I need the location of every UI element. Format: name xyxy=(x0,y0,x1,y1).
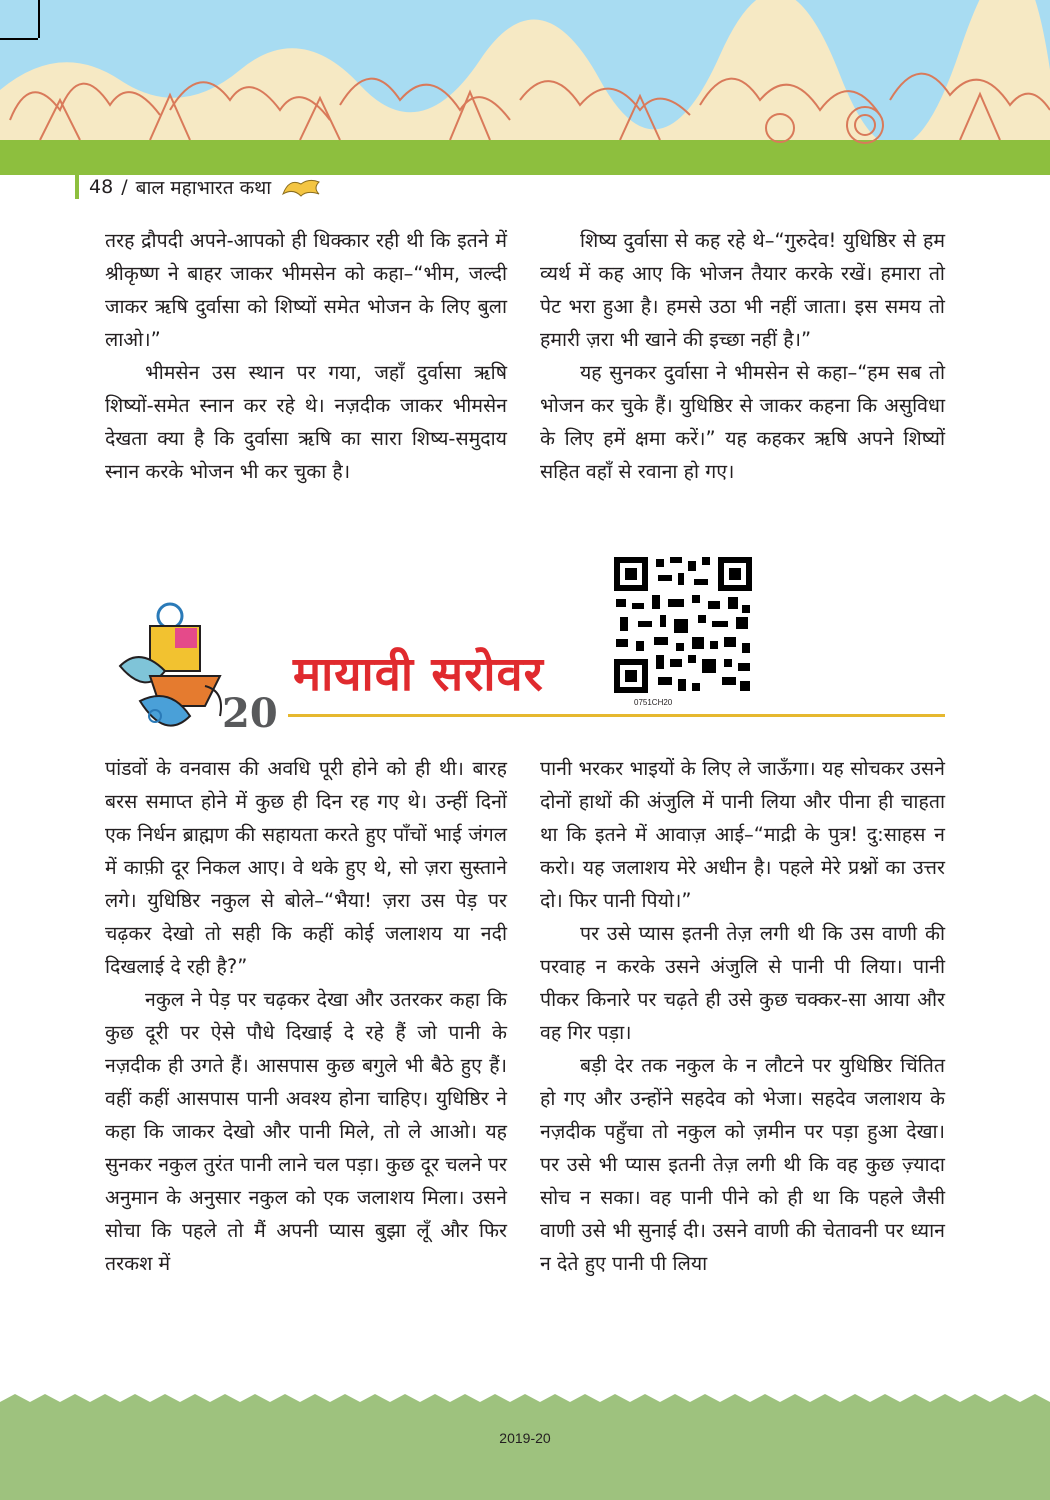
page-number: 48 xyxy=(89,176,114,198)
crop-mark xyxy=(38,0,40,38)
paragraph: तरह द्रौपदी अपने-आपको ही धिक्कार रही थी कि इतने में श्रीकृष्ण ने बाहर जाकर भीमसेन को कहा–“भीम, जल्दी जाकर ऋषि दुर्वासा को शिष्यों समेत भोजन के लिए बुला लाओ।” xyxy=(105,229,507,351)
paragraph: शिष्य दुर्वासा से कह रहे थे–“गुरुदेव! युधिष्ठिर से हम व्यर्थ में कह आए कि भोजन तैयार करके रखें। हमारा तो पेट भरा हुआ है। हमसे उठा भी नहीं जाता। इस समय तो हमारी ज़रा भी खाने की इच्छा नहीं है।” xyxy=(540,229,945,351)
bottom-right-column xyxy=(540,752,945,1280)
print-year: 2019-20 xyxy=(499,1430,551,1446)
running-header xyxy=(75,172,323,202)
book-title: बाल महाभारत कथा xyxy=(135,177,272,199)
paragraph: यह सुनकर दुर्वासा ने भीमसेन से कहा–“हम सब तो भोजन कर चुके हैं। युधिष्ठिर से जाकर कहना कि असुविधा के लिए हमें क्षमा करें।” यह कहकर ऋषि अपने शिष्यों सहित वहाँ से रवाना हो गए। xyxy=(540,361,945,483)
paragraph: पानी भरकर भाइयों के लिए ले जाऊँगा। यह सोचकर उसने दोनों हाथों की अंजुलि में पानी लिया और पीना ही चाहता था कि इतने में आवाज़ आई–“माद्री के पुत्र! दु:साहस न करो। यह जलाशय मेरे अधीन है। पहले मेरे प्रश्नों का उत्तर दो। फिर पानी पियो।” xyxy=(540,757,945,912)
top-banner-illustration xyxy=(0,0,1050,175)
chapter-emblem-illustration xyxy=(110,596,230,750)
top-right-column xyxy=(540,224,945,488)
paragraph: पांडवों के वनवास की अवधि पूरी होने को ही थी। बारह बरस समाप्त होने में कुछ ही दिन रह गए थे। उन्हीं दिनों एक निर्धन ब्राह्मण की सहायता करते हुए पाँचों भाई जंगल में काफ़ी दूर निकल आए। वे थके हुए थे, सो ज़रा सुस्ताने लगे। युधिष्ठिर नकुल से बोले–“भैया! ज़रा उस पेड़ पर चढ़कर देखो तो सही कि कहीं कोई जलाशय या नदी दिखलाई दे रही है?” xyxy=(105,757,507,978)
crop-mark xyxy=(0,38,38,40)
paragraph: बड़ी देर तक नकुल के न लौटने पर युधिष्ठिर चिंतित हो गए और उन्होंने सहदेव को भेजा। सहदेव जलाशय के नज़दीक पहुँचा तो नकुल को ज़मीन पर पड़ा हुआ देखा। पर उसे भी प्यास इतनी तेज़ लगी थी कि वह कुछ ज़्यादा सोच न सका। वह पानी पीने को ही था कि पहले जैसी वाणी उसे भी सुनाई दी। उसने वाणी की चेतावनी पर ध्यान न देते हुए पानी पी लिया xyxy=(540,1054,945,1275)
paragraph: पर उसे प्यास इतनी तेज़ लगी थी कि उस वाणी की परवाह न करके उसने अंजुलि से पानी पी लिया। पानी पीकर किनारे पर चढ़ते ही उसे कुछ चक्कर-सा आया और वह गिर पड़ा। xyxy=(540,922,945,1044)
top-left-column xyxy=(105,224,507,488)
paragraph: भीमसेन उस स्थान पर गया, जहाँ दुर्वासा ऋषि शिष्यों-समेत स्नान कर रहे थे। नज़दीक जाकर भीमसेन देखता क्या है कि दुर्वासा ऋषि का सारा शिष्य-समुदाय स्नान करके भोजन भी कर चुका है। xyxy=(105,361,507,483)
chapter-title-rule xyxy=(288,714,945,717)
header-separator: / xyxy=(121,176,128,198)
chapter-number: 20 xyxy=(222,690,278,737)
bottom-left-column xyxy=(105,752,507,1280)
qr-code[interactable] xyxy=(612,555,754,699)
paragraph: नकुल ने पेड़ पर चढ़कर देखा और उतरकर कहा कि कुछ दूरी पर ऐसे पौधे दिखाई दे रहे हैं जो पानी के नज़दीक ही उगते हैं। आसपास कुछ बगुले भी बैठे हुए हैं। वहीं कहीं आसपास पानी अवश्य होना चाहिए। युधिष्ठिर ने कहा कि जाकर देखो और पानी मिले, तो ले आओ। यह सुनकर नकुल तुरंत पानी लाने चल पड़ा। कुछ दूर चलने पर अनुमान के अनुसार नकुल को एक जलाशय मिला। उसने सोचा कि पहले तो मैं अपनी प्यास बुझा लूँ और फिर तरकश में xyxy=(105,988,507,1275)
header-accent-bar xyxy=(75,175,79,199)
chapter-title: मायावी सरोवर xyxy=(293,647,544,702)
header-ornament-icon xyxy=(279,176,323,198)
qr-code-label: 0751CH20 xyxy=(634,698,673,707)
